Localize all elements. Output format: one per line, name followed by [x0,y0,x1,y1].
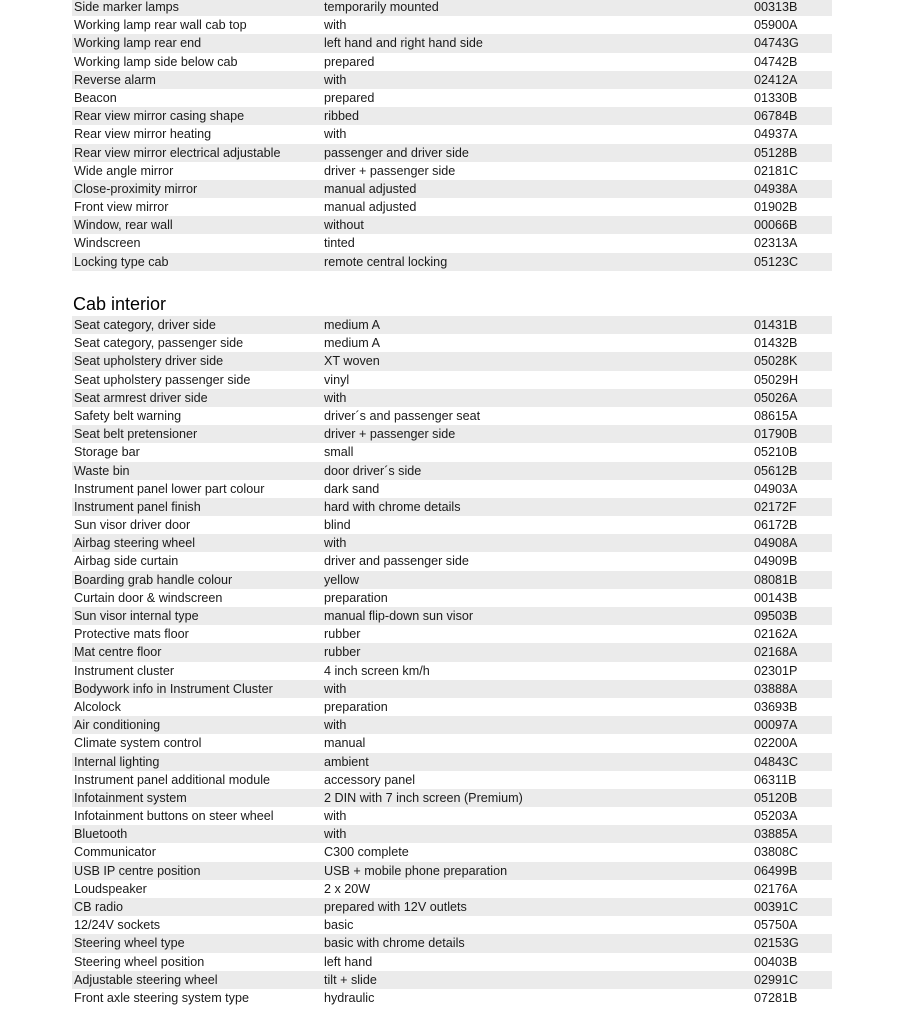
spec-code: 02162A [754,627,798,642]
table-row [72,407,832,425]
spec-name: Bluetooth [74,827,128,842]
spec-value: tinted [324,236,355,251]
spec-code: 04743G [754,36,799,51]
spec-name: Climate system control [74,736,202,751]
spec-value: manual [324,736,366,751]
spec-name: CB radio [74,900,123,914]
spec-value: prepared [324,54,375,69]
spec-value: tilt + slide [324,972,377,987]
spec-name: Instrument panel lower part colour [74,481,265,496]
spec-value: 2 x 20W [324,881,371,896]
spec-value: medium A [324,336,380,351]
spec-name: Seat upholstery passenger side [74,372,251,387]
table-row [72,253,832,271]
spec-name: Seat category, passenger side [74,336,244,351]
table-row [72,643,832,661]
spec-name: Internal lighting [74,754,160,769]
spec-value: basic [324,918,354,933]
spec-code: 06499B [754,863,798,878]
spec-code: 04937A [754,127,798,142]
spec-name: Rear view mirror heating [74,127,212,142]
spec-name: Loudspeaker [74,881,147,896]
spec-value: vinyl [324,372,350,387]
spec-value: preparation [324,590,388,605]
spec-value: manual flip-down sun visor [324,609,474,623]
spec-name: Mat centre floor [74,645,162,660]
spec-name: Storage bar [74,445,140,460]
spec-value: 4 inch screen km/h [324,663,430,678]
spec-code: 05203A [754,809,798,824]
spec-name: Instrument cluster [74,663,175,678]
spec-value: driver´s and passenger seat [324,408,481,423]
table-row [72,862,832,880]
table-row [72,734,832,752]
spec-code: 04742B [754,54,798,69]
spec-name: Working lamp side below cab [74,54,238,69]
spec-value: basic with chrome details [324,936,465,951]
table-row [72,16,832,34]
table-row [72,53,832,71]
spec-name: Air conditioning [74,718,161,733]
spec-value: passenger and driver side [324,145,469,160]
spec-value: with [324,809,347,824]
table-row [72,144,832,162]
table-row [72,880,832,898]
spec-code: 01902B [754,200,798,215]
spec-code: 05900A [754,18,798,33]
spec-code: 05028K [754,354,798,369]
spec-code: 04909B [754,554,798,569]
spec-value: with [324,18,347,33]
spec-value: hydraulic [324,990,375,1005]
spec-code: 02991C [754,972,799,987]
table-row [72,989,832,1007]
table-row [72,789,832,807]
spec-code: 06311B [754,772,797,787]
spec-value: C300 complete [324,845,409,860]
spec-name: Rear view mirror casing shape [74,109,245,124]
spec-code: 08081B [754,572,798,587]
spec-code: 00391C [754,900,799,914]
spec-value: blind [324,518,351,533]
spec-code: 00066B [754,218,798,233]
spec-value: left hand and right hand side [324,36,483,51]
spec-name: Windscreen [74,236,141,251]
spec-name: Reverse alarm [74,72,156,87]
spec-name: Boarding grab handle colour [74,572,233,587]
spec-value: without [324,218,364,233]
table-row [72,198,832,216]
spec-name: Seat belt pretensioner [74,427,198,442]
spec-name: Curtain door & windscreen [74,590,223,605]
spec-code: 00143B [754,590,798,605]
spec-code: 04843C [754,754,799,769]
spec-name: 12/24V sockets [74,918,161,933]
spec-code: 05210B [754,445,798,460]
table-row [72,0,832,16]
spec-name: Sun visor internal type [74,609,199,623]
spec-value: yellow [324,572,359,587]
spec-code: 01432B [754,336,798,351]
spec-value: with [324,536,347,551]
spec-code: 02181C [754,163,799,178]
spec-code: 05750A [754,918,798,933]
table-row [72,680,832,698]
table-row [72,316,832,334]
spec-name: Alcolock [74,699,121,714]
spec-code: 02176A [754,881,798,896]
spec-name: Protective mats floor [74,627,189,642]
table-row [72,425,832,443]
spec-value: ambient [324,754,369,769]
spec-value: prepared [324,90,375,105]
spec-code: 02172F [754,499,797,514]
table-row [72,934,832,952]
table-row [72,843,832,861]
table-row [72,916,832,934]
spec-code: 05029H [754,372,799,387]
table-row [72,334,832,352]
spec-value: prepared with 12V outlets [324,900,467,914]
spec-value: with [324,681,347,696]
table-row [72,662,832,680]
spec-code: 02412A [754,72,798,87]
spec-code: 03808C [754,845,799,860]
spec-value: driver + passenger side [324,427,456,442]
spec-value: with [324,72,347,87]
table-row [72,552,832,570]
spec-value: ribbed [324,109,360,124]
table-row [72,607,832,625]
spec-name: Close-proximity mirror [74,181,198,196]
spec-value: USB + mobile phone preparation [324,863,508,878]
table-row [72,898,832,916]
spec-code: 05123C [754,254,799,269]
table-row [72,953,832,971]
table-row [72,625,832,643]
spec-value: preparation [324,699,388,714]
spec-code: 05120B [754,790,798,805]
table-row [72,71,832,89]
spec-value: accessory panel [324,772,416,787]
table-row [72,234,832,252]
spec-table-cab-interior [72,316,832,1007]
spec-code: 03888A [754,681,798,696]
table-row [72,34,832,52]
spec-name: Front view mirror [74,200,169,215]
spec-name: Steering wheel type [74,936,185,951]
spec-value: door driver´s side [324,463,422,478]
spec-code: 03885A [754,827,798,842]
spec-name: Working lamp rear end [74,36,202,51]
table-row [72,89,832,107]
table-row [72,771,832,789]
spec-code: 00403B [754,954,798,969]
spec-name: Infotainment buttons on steer wheel [74,809,274,824]
spec-value: dark sand [324,481,380,496]
spec-name: Adjustable steering wheel [74,972,218,987]
spec-table-exterior [72,0,832,271]
table-row [72,716,832,734]
spec-value: remote central locking [324,254,448,269]
spec-value: with [324,390,347,405]
spec-name: Beacon [74,90,117,105]
spec-name: Window, rear wall [74,218,173,233]
spec-value: driver and passenger side [324,554,469,569]
spec-name: Steering wheel position [74,954,205,969]
section-title-cab-interior: Cab interior [73,294,167,314]
spec-name: Infotainment system [74,790,187,805]
spec-code: 02313A [754,236,798,251]
spec-code: 04908A [754,536,798,551]
spec-name: Working lamp rear wall cab top [74,18,247,33]
table-row [72,589,832,607]
table-row [72,389,832,407]
spec-value: 2 DIN with 7 inch screen (Premium) [324,790,523,805]
spec-code: 02301P [754,663,798,678]
table-row [72,443,832,461]
spec-code: 05128B [754,145,798,160]
spec-name: Wide angle mirror [74,163,174,178]
spec-section-exterior [72,0,832,271]
table-row [72,162,832,180]
spec-name: USB IP centre position [74,863,201,878]
table-row [72,807,832,825]
spec-code: 03693B [754,699,798,714]
spec-code: 02200A [754,736,798,751]
spec-code: 02168A [754,645,798,660]
spec-value: driver + passenger side [324,163,456,178]
table-row [72,462,832,480]
spec-name: Bodywork info in Instrument Cluster [74,681,273,696]
table-row [72,480,832,498]
spec-code: 00097A [754,718,798,733]
spec-name: Side marker lamps [74,0,179,14]
spec-code: 01330B [754,90,798,105]
spec-value: hard with chrome details [324,499,461,514]
spec-value: with [324,718,347,733]
table-row [72,107,832,125]
spec-code: 04903A [754,481,798,496]
spec-name: Instrument panel additional module [74,772,271,787]
spec-value: with [324,127,347,142]
spec-code: 01790B [754,427,798,442]
table-row [72,352,832,370]
spec-value: small [324,445,354,460]
spec-code: 06784B [754,109,798,124]
spec-name: Airbag steering wheel [74,536,196,551]
spec-code: 08615A [754,408,798,423]
spec-code: 09503B [754,609,798,623]
spec-code: 07281B [754,990,798,1005]
spec-code: 05026A [754,390,798,405]
table-row [72,516,832,534]
spec-name: Locking type cab [74,254,169,269]
spec-section-cab-interior [72,292,832,1007]
table-row [72,371,832,389]
table-row [72,753,832,771]
spec-code: 05612B [754,463,798,478]
spec-code: 01431B [754,318,798,332]
spec-value: left hand [324,954,373,969]
spec-name: Seat armrest driver side [74,390,208,405]
spec-code: 04938A [754,181,798,196]
spec-name: Front axle steering system type [74,990,249,1005]
table-row [72,125,832,143]
spec-code: 00313B [754,0,798,14]
spec-name: Safety belt warning [74,408,182,423]
spec-value: with [324,827,347,842]
spec-name: Instrument panel finish [74,499,201,514]
spec-value: manual adjusted [324,181,417,196]
spec-name: Rear view mirror electrical adjustable [74,145,281,160]
table-row [72,534,832,552]
spec-value: rubber [324,645,361,660]
spec-code: 06172B [754,518,798,533]
table-row [72,971,832,989]
spec-value: medium A [324,318,380,332]
spec-value: temporarily mounted [324,0,439,14]
spec-name: Waste bin [74,463,130,478]
table-row [72,698,832,716]
spec-name: Seat category, driver side [74,318,216,332]
table-row [72,571,832,589]
spec-code: 02153G [754,936,799,951]
table-row [72,180,832,198]
spec-name: Communicator [74,845,156,860]
spec-value: rubber [324,627,361,642]
table-row [72,498,832,516]
table-row [72,216,832,234]
spec-value: XT woven [324,354,380,369]
spec-value: manual adjusted [324,200,417,215]
spec-name: Seat upholstery driver side [74,354,224,369]
table-row [72,825,832,843]
spec-name: Sun visor driver door [74,518,191,533]
spec-name: Airbag side curtain [74,554,179,569]
